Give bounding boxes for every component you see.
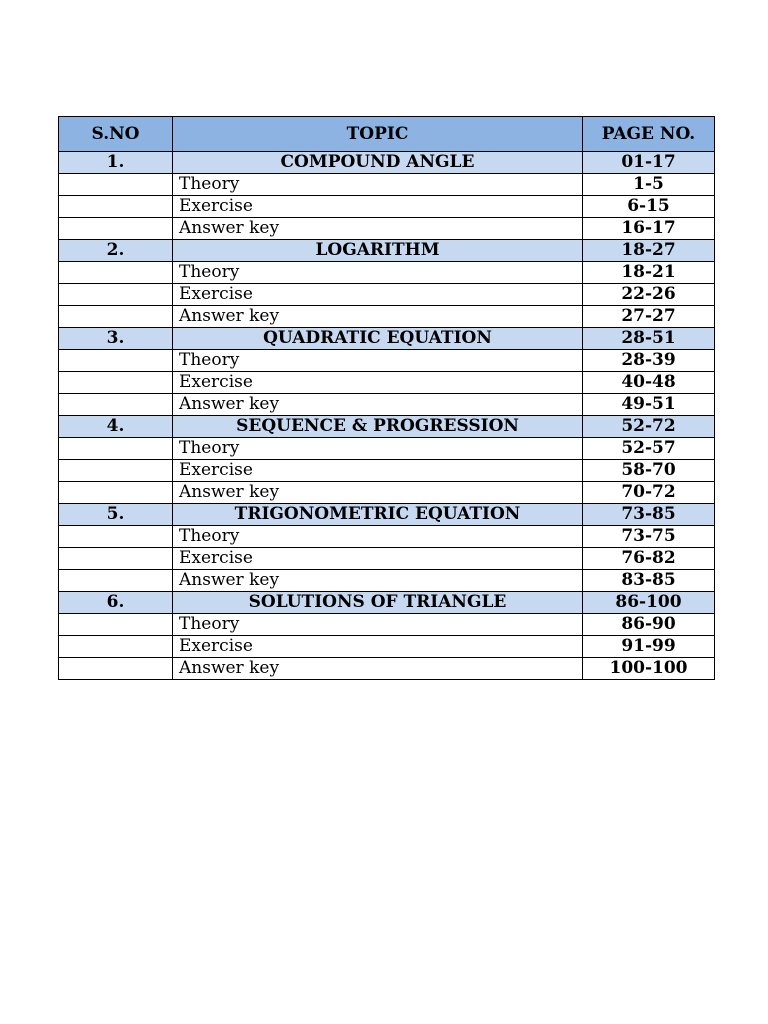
chapter-number: 2. [59,240,173,262]
section-row [59,570,715,592]
section-label: Answer key [173,658,583,680]
chapter-number: 4. [59,416,173,438]
chapter-pages: 18-27 [583,240,715,262]
section-label: Exercise [173,636,583,658]
table-body [59,152,715,680]
section-row [59,174,715,196]
section-number-empty [59,372,173,394]
section-number-empty [59,548,173,570]
chapter-row [59,504,715,526]
section-number-empty [59,218,173,240]
section-row [59,284,715,306]
section-row [59,306,715,328]
section-label: Answer key [173,570,583,592]
section-label: Theory [173,438,583,460]
section-number-empty [59,526,173,548]
section-label: Theory [173,350,583,372]
section-pages: 27-27 [583,306,715,328]
section-number-empty [59,438,173,460]
section-pages: 91-99 [583,636,715,658]
section-number-empty [59,394,173,416]
section-pages: 6-15 [583,196,715,218]
section-label: Exercise [173,460,583,482]
section-pages: 83-85 [583,570,715,592]
table-of-contents [58,116,715,680]
section-pages: 100-100 [583,658,715,680]
section-label: Exercise [173,284,583,306]
chapter-row [59,328,715,350]
chapter-number: 3. [59,328,173,350]
chapter-title: QUADRATIC EQUATION [173,328,583,350]
chapter-row [59,152,715,174]
section-pages: 1-5 [583,174,715,196]
section-row [59,196,715,218]
header-sno: S.NO [59,117,173,152]
section-row [59,372,715,394]
section-pages: 18-21 [583,262,715,284]
section-label: Theory [173,174,583,196]
section-row [59,658,715,680]
chapter-number: 1. [59,152,173,174]
chapter-title: SEQUENCE & PROGRESSION [173,416,583,438]
section-label: Answer key [173,306,583,328]
section-label: Exercise [173,372,583,394]
section-pages: 49-51 [583,394,715,416]
section-label: Exercise [173,196,583,218]
section-label: Answer key [173,394,583,416]
section-number-empty [59,460,173,482]
section-pages: 58-70 [583,460,715,482]
section-number-empty [59,196,173,218]
section-number-empty [59,350,173,372]
section-number-empty [59,658,173,680]
chapter-pages: 52-72 [583,416,715,438]
chapter-row [59,416,715,438]
section-label: Answer key [173,218,583,240]
chapter-pages: 28-51 [583,328,715,350]
section-label: Answer key [173,482,583,504]
section-row [59,394,715,416]
section-pages: 76-82 [583,548,715,570]
section-row [59,350,715,372]
section-label: Theory [173,614,583,636]
section-row [59,614,715,636]
chapter-number: 5. [59,504,173,526]
chapter-title: COMPOUND ANGLE [173,152,583,174]
chapter-title: TRIGONOMETRIC EQUATION [173,504,583,526]
header-page-no: PAGE NO. [583,117,715,152]
header-row [59,117,715,152]
section-pages: 86-90 [583,614,715,636]
chapter-title: SOLUTIONS OF TRIANGLE [173,592,583,614]
section-row [59,548,715,570]
section-row [59,262,715,284]
section-row [59,438,715,460]
chapter-pages: 01-17 [583,152,715,174]
section-pages: 52-57 [583,438,715,460]
section-pages: 40-48 [583,372,715,394]
section-label: Exercise [173,548,583,570]
section-pages: 70-72 [583,482,715,504]
section-row [59,218,715,240]
chapter-title: LOGARITHM [173,240,583,262]
chapter-pages: 73-85 [583,504,715,526]
section-pages: 22-26 [583,284,715,306]
chapter-row [59,592,715,614]
section-number-empty [59,306,173,328]
chapter-row [59,240,715,262]
section-number-empty [59,284,173,306]
chapter-number: 6. [59,592,173,614]
section-pages: 16-17 [583,218,715,240]
section-number-empty [59,636,173,658]
section-number-empty [59,570,173,592]
header-topic: TOPIC [173,117,583,152]
table-header [59,117,715,152]
section-row [59,636,715,658]
section-label: Theory [173,262,583,284]
section-number-empty [59,262,173,284]
section-number-empty [59,614,173,636]
section-pages: 28-39 [583,350,715,372]
section-pages: 73-75 [583,526,715,548]
section-row [59,482,715,504]
section-number-empty [59,482,173,504]
section-row [59,526,715,548]
section-number-empty [59,174,173,196]
section-row [59,460,715,482]
chapter-pages: 86-100 [583,592,715,614]
section-label: Theory [173,526,583,548]
